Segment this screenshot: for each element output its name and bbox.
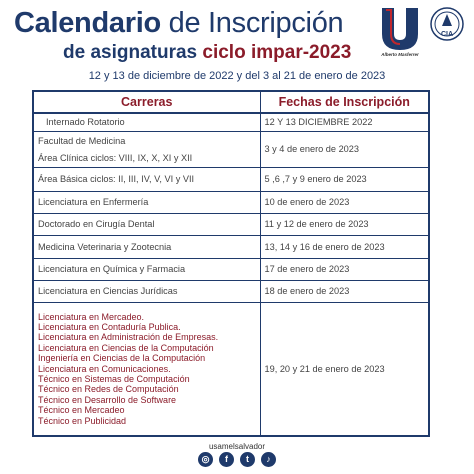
- seal-icon: [428, 6, 466, 46]
- career-cell: Internado Rotatorio: [33, 113, 260, 131]
- date-cell: 13, 14 y 16 de enero de 2023: [260, 235, 429, 258]
- social-handle: usamelsalvador: [208, 442, 266, 451]
- table-row: [33, 258, 429, 280]
- university-logo: [378, 6, 422, 60]
- career-cell: Licenciatura en Química y Farmacia: [33, 258, 260, 280]
- university-u-icon: [378, 6, 422, 52]
- column-header-fechas: Fechas de Inscripción: [260, 91, 429, 113]
- page-subtitle: [63, 41, 351, 65]
- date-range: 12 y 13 de diciembre de 2022 y del 3 al 21 de enero de 2023: [88, 70, 386, 82]
- social-icons: [0, 452, 474, 467]
- subtitle-red: ciclo impar-2023: [202, 42, 352, 63]
- column-header-carreras: Carreras: [33, 91, 260, 113]
- career-list-cell: [33, 302, 260, 436]
- subtitle-navy: de asignaturas: [63, 42, 203, 63]
- tiktok-icon[interactable]: ♪: [261, 452, 276, 467]
- career-item: Ingeniería en Ciencias de la Computación: [38, 353, 206, 364]
- facebook-icon[interactable]: f: [219, 452, 234, 467]
- career-item: Licenciatura en Ciencias de la Computación: [38, 342, 214, 353]
- table-row: [33, 191, 429, 213]
- enrollment-table: [32, 90, 430, 437]
- twitter-icon[interactable]: t: [240, 452, 255, 467]
- career-item: Técnico en Publicidad: [38, 415, 127, 426]
- table-row-group: [33, 302, 429, 436]
- faculty-cell: Facultad de Medicina: [33, 131, 260, 150]
- career-item: Licenciatura en Mercadeo.: [38, 311, 145, 322]
- career-cell: Licenciatura en Enfermería: [33, 191, 260, 213]
- date-cell: 5 ,6 ,7 y 9 enero de 2023: [260, 167, 429, 191]
- career-item: Técnico en Redes de Computación: [38, 384, 179, 395]
- cia-logo: [428, 6, 466, 68]
- career-item: Licenciatura en Administración de Empresas.: [38, 332, 219, 343]
- table-row: [33, 113, 429, 131]
- table-row: [33, 235, 429, 258]
- table-row: [33, 280, 429, 302]
- date-cell: 10 de enero de 2023: [260, 191, 429, 213]
- career-cell: Área Clínica ciclos: VIII, IX, X, XI y XII: [33, 150, 260, 167]
- date-cell: 12 Y 13 DICIEMBRE 2022: [260, 113, 429, 131]
- career-cell: Doctorado en Cirugía Dental: [33, 213, 260, 235]
- instagram-icon[interactable]: ◎: [198, 452, 213, 467]
- table-row: [33, 213, 429, 235]
- career-cell: Área Básica ciclos: II, III, IV, V, VI y VII: [33, 167, 260, 191]
- date-cell: 19, 20 y 21 de enero de 2023: [260, 302, 429, 436]
- page-title: [14, 6, 343, 40]
- career-cell: Medicina Veterinaria y Zootecnia: [33, 235, 260, 258]
- date-cell: 11 y 12 de enero de 2023: [260, 213, 429, 235]
- title-bold: Calendario: [14, 7, 161, 39]
- career-item: Técnico en Sistemas de Computación: [38, 373, 190, 384]
- career-item: Licenciatura en Comunicaciones.: [38, 363, 171, 374]
- date-cell: 17 de enero de 2023: [260, 258, 429, 280]
- career-cell: Licenciatura en Ciencias Jurídicas: [33, 280, 260, 302]
- title-light: de Inscripción: [160, 7, 344, 39]
- date-cell: 18 de enero de 2023: [260, 280, 429, 302]
- career-item: Técnico en Desarrollo de Software: [38, 394, 177, 405]
- career-item: Licenciatura en Contaduría Publica.: [38, 321, 181, 332]
- university-caption: Alberto Masferrer: [381, 52, 419, 57]
- table-row: [33, 167, 429, 191]
- table-row: [33, 131, 429, 150]
- career-item: Técnico en Mercadeo: [38, 405, 125, 416]
- svg-text:CIA: CIA: [440, 31, 454, 38]
- date-cell: 3 y 4 de enero de 2023: [260, 131, 429, 167]
- table-header-row: [33, 91, 429, 113]
